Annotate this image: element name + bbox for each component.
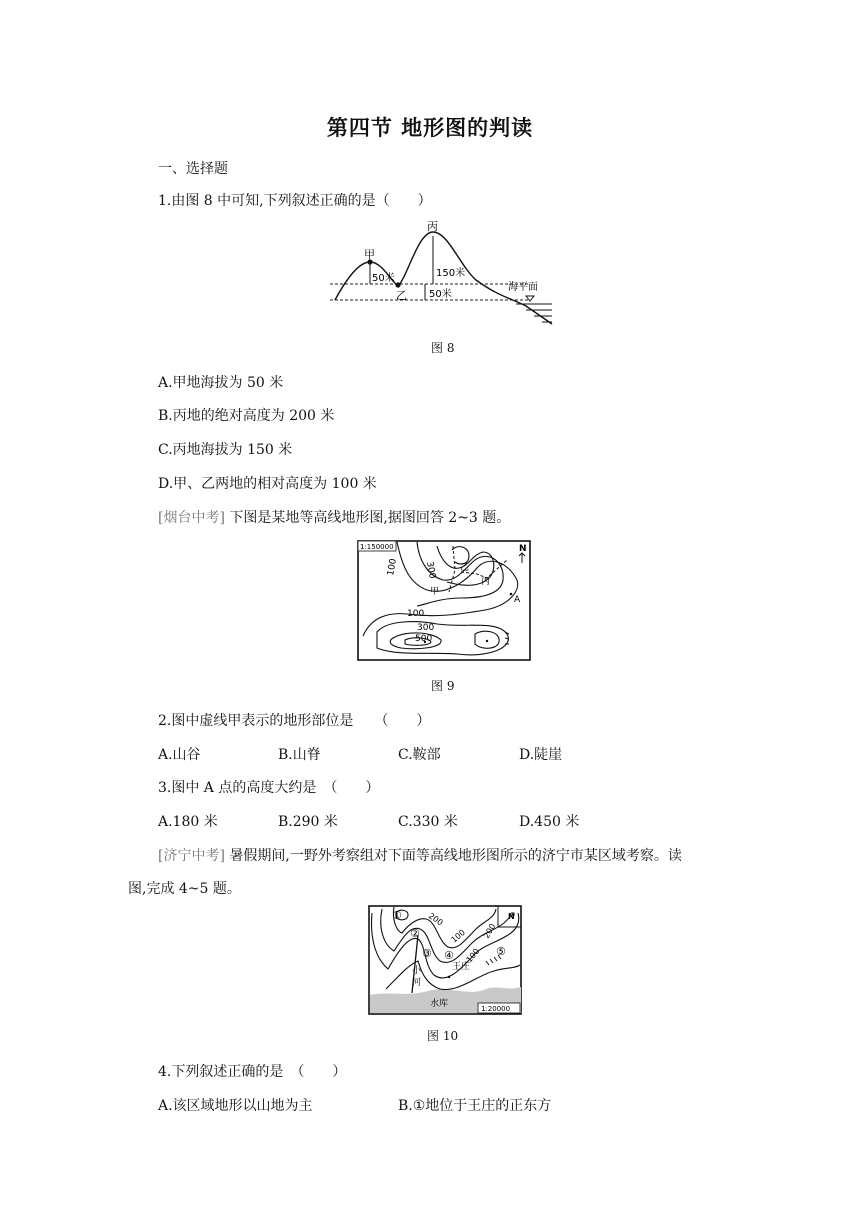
q4-option-b[interactable]: B.①地位于王庄的正东方 (398, 1098, 552, 1114)
fig10-marker-2: ② (410, 927, 420, 940)
fig10-marker-1: ① (392, 909, 402, 922)
label-yi: 乙 (396, 289, 407, 302)
q3-stem: 3.图中 A 点的高度大约是 （ ） (158, 780, 380, 796)
q1-option-c[interactable]: C.丙地海拔为 150 米 (158, 442, 293, 458)
q4-option-a[interactable]: A.该区域地形以山地为主 (158, 1098, 313, 1114)
source-tag-jining: [济宁中考] (158, 848, 225, 864)
fig10-river-label-2: 河 (412, 978, 422, 988)
figure-8-profile (330, 214, 560, 330)
fig10-north-label: N (508, 912, 515, 921)
q1-stem: 1.由图 8 中可知,下列叙述正确的是（ ） (158, 193, 432, 209)
fig9-label-bing: 丙 (481, 577, 491, 587)
fig9-contour-300a: 300 (424, 560, 437, 580)
fig9-contour-500: 500 (415, 634, 433, 644)
source-tag-yantai: [烟台中考] (158, 510, 225, 526)
q2-option-d[interactable]: D.陡崖 (519, 747, 563, 763)
point-a-marker (510, 593, 513, 596)
fig10-marker-5: ⑤ (496, 945, 506, 958)
figure-9-caption: 图 9 (431, 679, 455, 693)
fig9-label-a: A (514, 595, 521, 605)
q3-option-a[interactable]: A.180 米 (158, 814, 218, 830)
fig10-contour-200a: 200 (426, 911, 445, 928)
q3-option-d[interactable]: D.450 米 (519, 814, 580, 830)
fig10-contour-200b: 200 (481, 922, 498, 940)
q2-option-a[interactable]: A.山谷 (158, 747, 201, 763)
fig9-scale: 1:150000 (360, 543, 394, 551)
page-title: 第四节 地形图的判读 (326, 116, 534, 140)
section-heading: 一、选择题 (158, 161, 228, 177)
fig9-contour-300b: 300 (417, 623, 435, 633)
intro-4-5-line2: 图,完成 4~5 题。 (128, 881, 241, 897)
figure-10-caption: 图 10 (427, 1029, 459, 1043)
q4-stem: 4.下列叙述正确的是 （ ） (158, 1064, 347, 1080)
fig10-marker-3: ③ (422, 947, 432, 960)
fig10-village-label: 王庄 (452, 962, 471, 972)
figure-9-contour-map (357, 540, 532, 662)
fig10-contour-100a: 100 (449, 927, 467, 945)
q2-option-c[interactable]: C.鞍部 (398, 747, 441, 763)
label-bing: 丙 (427, 220, 438, 233)
label-150m: 150米 (436, 268, 466, 279)
fig9-contour-100a: 100 (386, 557, 399, 577)
q2-stem: 2.图中虚线甲表示的地形部位是 （ ） (158, 713, 431, 729)
fig10-river-label-1: 小 (412, 966, 422, 976)
label-50m-a: 50米 (372, 273, 395, 284)
q1-option-b[interactable]: B.丙地的绝对高度为 200 米 (158, 408, 335, 424)
fig9-label-jia: 甲 (430, 587, 440, 597)
yi-point (395, 282, 400, 287)
figure-8-caption: 图 8 (431, 341, 455, 355)
figure-10-contour-map (368, 905, 523, 1016)
q3-option-b[interactable]: B.290 米 (278, 814, 338, 830)
label-sea-level: 海平面 (508, 282, 538, 293)
fig9-contour-100b: 100 (407, 609, 425, 619)
q2-option-b[interactable]: B.山脊 (278, 747, 321, 763)
intro-2-3: 下图是某地等高线地形图,据图回答 2~3 题。 (229, 510, 511, 526)
label-jia: 甲 (364, 248, 375, 261)
q3-option-c[interactable]: C.330 米 (398, 814, 458, 830)
q1-option-d[interactable]: D.甲、乙两地的相对高度为 100 米 (158, 476, 377, 492)
intro-4-5-line1: 暑假期间,一野外考察组对下面等高线地形图所示的济宁市某区域考察。读 (229, 848, 682, 864)
fig9-north-label: N (519, 544, 527, 554)
q1-option-a[interactable]: A.甲地海拔为 50 米 (158, 375, 284, 391)
label-50m-b: 50米 (429, 289, 452, 300)
fig9-label-yi: 乙 (460, 563, 470, 573)
village-marker (448, 976, 450, 978)
fig10-scale: 1:20000 (481, 1005, 511, 1013)
fig10-reservoir-label: 水库 (430, 999, 449, 1009)
fig10-marker-4: ④ (444, 949, 454, 962)
fig10-contour-100b: 100 (464, 946, 482, 965)
